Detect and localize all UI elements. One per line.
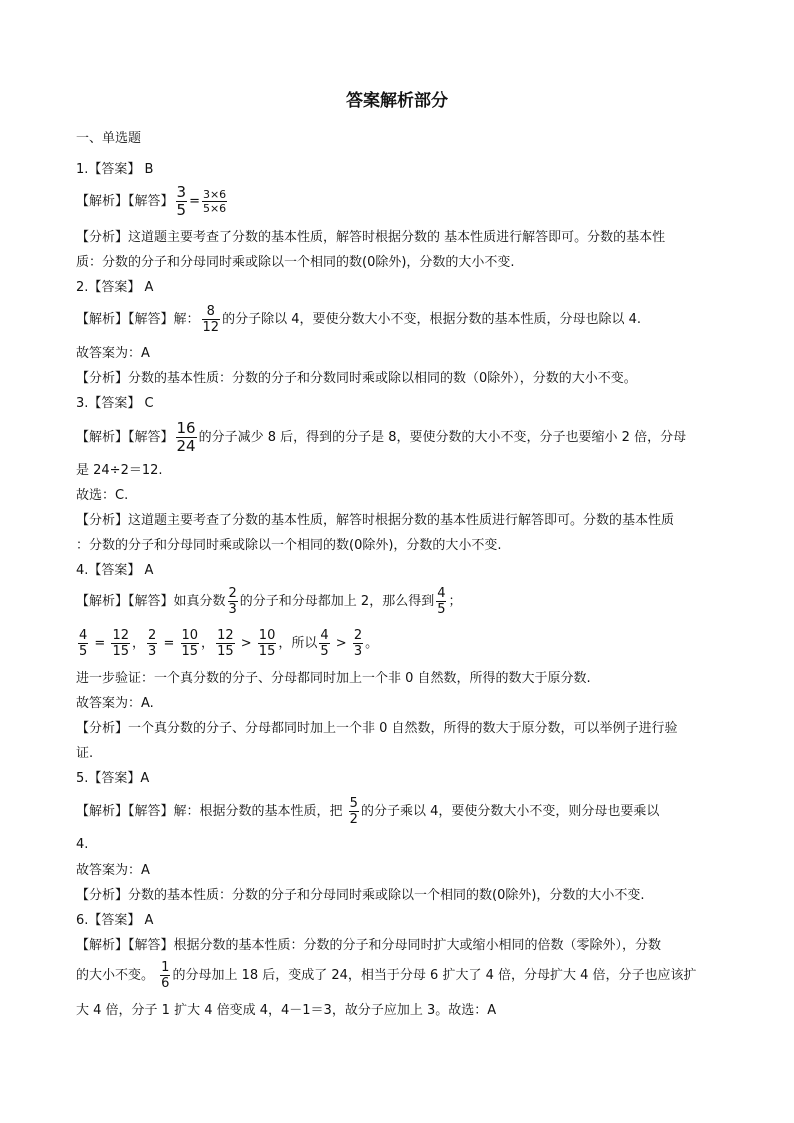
period: 。 xyxy=(365,636,379,651)
q2-answer: 2.【答案】 A xyxy=(76,280,154,295)
q4-fraction-a: $\frac{2}{3}$ xyxy=(228,586,237,617)
q2-jiexi-rest: 的分子除以 4，要使分数大小不变，根据分数的基本性质，分母也除以 4. xyxy=(222,312,642,327)
q3-fenxi-line1: 【分析】这道题主要考查了分数的基本性质，解答时根据分数的基本性质进行解答即可。分数的基本性质 xyxy=(76,513,675,528)
q4-jiexi-end: ； xyxy=(448,594,462,609)
q2-fraction: $\frac{8}{12}$ xyxy=(202,304,220,335)
equals-sign: = xyxy=(163,636,175,651)
q6-jiexi-2b: 的分母加上 18 后，变成了 24，相当于分母 6 扩大了 4 倍，分母扩大 4 倍，分子也应该扩 xyxy=(172,968,697,983)
q3-fenxi-line2: ：分数的分子和分母同时乘或除以一个相同的数(0除外)，分数的大小不变. xyxy=(76,538,502,553)
page-title: 答案解析部分 xyxy=(346,91,448,111)
q4-fenxi-line2: 证. xyxy=(76,746,94,761)
q4-f3: $\frac{2}{3}$ xyxy=(148,628,157,659)
equals-sign: = xyxy=(189,194,200,209)
q1-jiexi-prefix: 【解析】【解答】 xyxy=(76,194,174,209)
therefore-text: ，所以 xyxy=(278,636,318,651)
q6-jiexi-line1: 【解析】【解答】根据分数的基本性质：分数的分子和分母同时扩大或缩小相同的倍数（零除外），分数 xyxy=(76,938,662,953)
q3-jiexi xyxy=(76,420,726,456)
q3-fraction: $\frac{16}{24}$ xyxy=(176,419,196,455)
q5-fraction: $\frac{5}{2}$ xyxy=(349,796,358,827)
q6-fraction: $\frac{1}{6}$ xyxy=(161,960,170,991)
q1-fraction-a: $\frac{3}{5}$ xyxy=(176,183,187,219)
q1-fenxi-line1: 【分析】这道题主要考查了分数的基本性质，解答时根据分数的 基本性质进行解答即可。分数的基本性 xyxy=(76,230,666,245)
q6-jiexi-line3: 大 4 倍，分子 1 扩大 4 倍变成 4，4－1＝3，故分子应加上 3。故选：A xyxy=(76,1003,497,1018)
q5-jiexi xyxy=(76,794,726,830)
greater-than-sign: > xyxy=(240,636,252,651)
q4-f1: $\frac{4}{5}$ xyxy=(79,628,88,659)
equals-sign: = xyxy=(94,636,106,651)
q3-jiexi-line2: 是 24÷2＝12. xyxy=(76,463,163,478)
q4-fenxi-line1: 【分析】一个真分数的分子、分母都同时加上一个非 0 自然数，所得的数大于原分数，可以举例子进行验 xyxy=(76,721,678,736)
greater-than-sign: > xyxy=(335,636,347,651)
section-heading: 一、单选题 xyxy=(76,131,142,146)
q4-fraction-b: $\frac{4}{5}$ xyxy=(437,586,446,617)
q1-jiexi xyxy=(76,184,726,220)
separator: ， xyxy=(132,636,146,651)
q4-comparison-line xyxy=(76,626,726,662)
q5-jiexi-line2: 4. xyxy=(76,837,89,852)
q4-answer: 4.【答案】 A xyxy=(76,563,154,578)
q4-jiexi xyxy=(76,584,726,620)
q3-answer: 3.【答案】 C xyxy=(76,396,154,411)
q5-jiexi-prefix: 【解析】【解答】解：根据分数的基本性质，把 xyxy=(76,804,343,819)
q4-f5: $\frac{12}{15}$ xyxy=(217,628,234,659)
q5-conclusion: 故答案为：A xyxy=(76,863,150,878)
q4-f8: $\frac{2}{3}$ xyxy=(353,628,363,659)
q2-fenxi: 【分析】分数的基本性质：分数的分子和分数同时乘或除以相同的数（0除外），分数的大小不变。 xyxy=(76,371,637,386)
q5-fenxi: 【分析】分数的基本性质：分数的分子和分母同时乘或除以一个相同的数(0除外)，分数的大小不变. xyxy=(76,888,645,903)
q4-f7: $\frac{4}{5}$ xyxy=(320,628,329,659)
q6-answer: 6.【答案】 A xyxy=(76,913,154,928)
q6-jiexi-2a: 的大小不变。 xyxy=(76,968,155,983)
q4-f4: $\frac{10}{15}$ xyxy=(181,628,199,659)
q4-jiexi-mid: 的分子和分母都加上 2，那么得到 xyxy=(239,594,435,609)
q1-fenxi-line2: 质：分数的分子和分母同时乘或除以一个相同的数(0除外)，分数的大小不变. xyxy=(76,255,515,270)
q1-fraction-b: $\frac{3\times 6}{5\times 6}$ xyxy=(202,188,227,215)
q2-jiexi xyxy=(76,302,726,338)
q3-jiexi-rest: 的分子减少 8 后，得到的分子是 8，要使分数的大小不变，分子也要缩小 2 倍，分母 xyxy=(198,430,687,445)
q5-answer: 5.【答案】A xyxy=(76,771,150,786)
q1-answer: 1.【答案】 B xyxy=(76,162,154,177)
q2-jiexi-prefix: 【解析】【解答】解： xyxy=(76,312,200,327)
q4-f2: $\frac{12}{15}$ xyxy=(112,628,130,659)
q3-conclusion: 故选：C. xyxy=(76,488,129,503)
q4-conclusion: 故答案为：A. xyxy=(76,696,154,711)
separator: ， xyxy=(201,636,215,651)
q3-jiexi-prefix: 【解析】【解答】 xyxy=(76,430,174,445)
q4-f6: $\frac{10}{15}$ xyxy=(258,628,276,659)
q6-jiexi-line2 xyxy=(76,958,726,994)
q4-jiexi-prefix: 【解析】【解答】如真分数 xyxy=(76,594,226,609)
q4-verification: 进一步验证：一个真分数的分子、分母都同时加上一个非 0 自然数，所得的数大于原分数. xyxy=(76,671,591,686)
q5-jiexi-rest: 的分子乘以 4，要使分数大小不变，则分母也要乘以 xyxy=(360,804,660,819)
q2-conclusion: 故答案为：A xyxy=(76,346,150,361)
